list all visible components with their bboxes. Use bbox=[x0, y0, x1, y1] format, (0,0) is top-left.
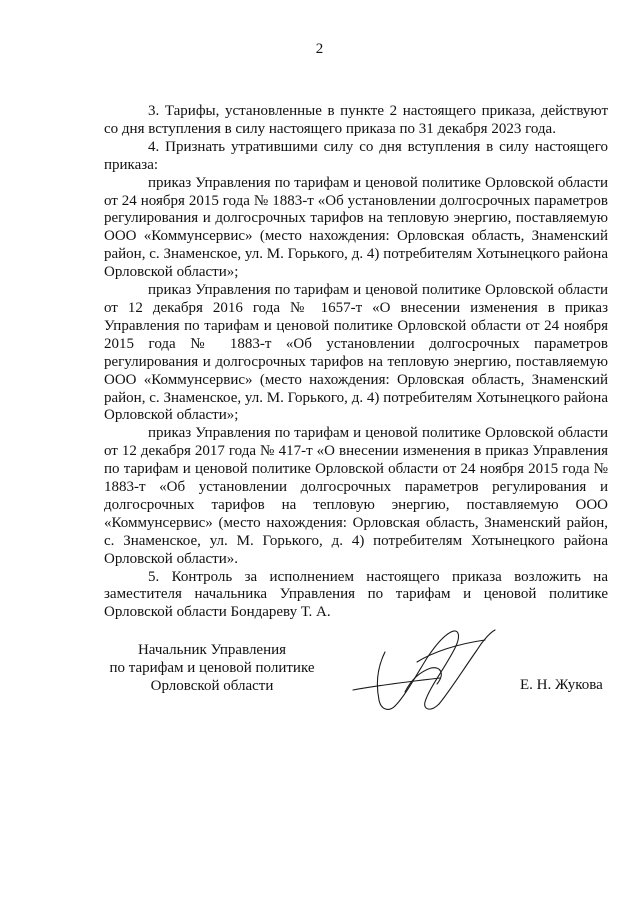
repealed-order-1883: приказ Управления по тарифам и ценовой политике Орловской области от 24 ноября 2015 года № 1883-т «Об установлении долгосрочных параметров регулирования и долгосрочных тарифов на тепловую энергию, поставляемую ООО «Коммунсервис» (место нахождения: Орловская область, Знаменский район, с. Знаменское, ул. М. Горького, д. 4) потребителям Хотынецкого района Орловской области»; bbox=[104, 174, 608, 281]
signatory-position bbox=[104, 641, 320, 695]
signatory-name: Е. Н. Жукова bbox=[520, 677, 603, 693]
position-line: Начальник Управления bbox=[137, 642, 287, 658]
handwritten-signature bbox=[345, 622, 510, 717]
repealed-order-417: приказ Управления по тарифам и ценовой политике Орловской области от 12 декабря 2017 года № 417-т «О внесении изменения в приказ Управления по тарифам и ценовой политике Орловской области от 24 ноября 2015 года № 1883-т «Об установлении долгосрочных параметров регулирования и долгосрочных тарифов на тепловую энергию, поставляемую ООО «Коммунсервис» (место нахождения: Орловская область, Знаменский район, с. Знаменское, ул. М. Горького, д. 4) потребителям Хотынецкого района Орловской области». bbox=[104, 425, 608, 567]
position-line: Орловской области bbox=[150, 678, 274, 694]
repealed-order-1657: приказ Управления по тарифам и ценовой политике Орловской области от 12 декабря 2016 года № 1657-т «О внесении изменения в приказ Управления по тарифам и ценовой политике Орловской области от 24 ноября 2015 года № 1883-т «Об установлении долгосрочных параметров регулирования и долгосрочных тарифов на тепловую энергию, поставляемую ООО «Коммунсервис» (место нахождения: Орловская область, Знаменский район, с. Знаменское, ул. М. Горького, д. 4) потребителям Хотынецкого района Орловской области»; bbox=[104, 282, 608, 424]
page-number: 2 bbox=[315, 41, 324, 57]
document-body bbox=[104, 103, 608, 622]
paragraph-item-5: 5. Контроль за исполнением настоящего приказа возложить на заместителя начальника Управления по тарифам и ценовой политике Орловской области Бондареву Т. А. bbox=[104, 568, 608, 621]
paragraph-item-3: 3. Тарифы, установленные в пункте 2 настоящего приказа, действуют со дня вступления в силу настоящего приказа по 31 декабря 2023 года. bbox=[104, 103, 608, 137]
paragraph-item-4: 4. Признать утратившими силу со дня вступления в силу настоящего приказа: bbox=[104, 138, 608, 173]
position-line: по тарифам и ценовой политике bbox=[109, 660, 315, 676]
